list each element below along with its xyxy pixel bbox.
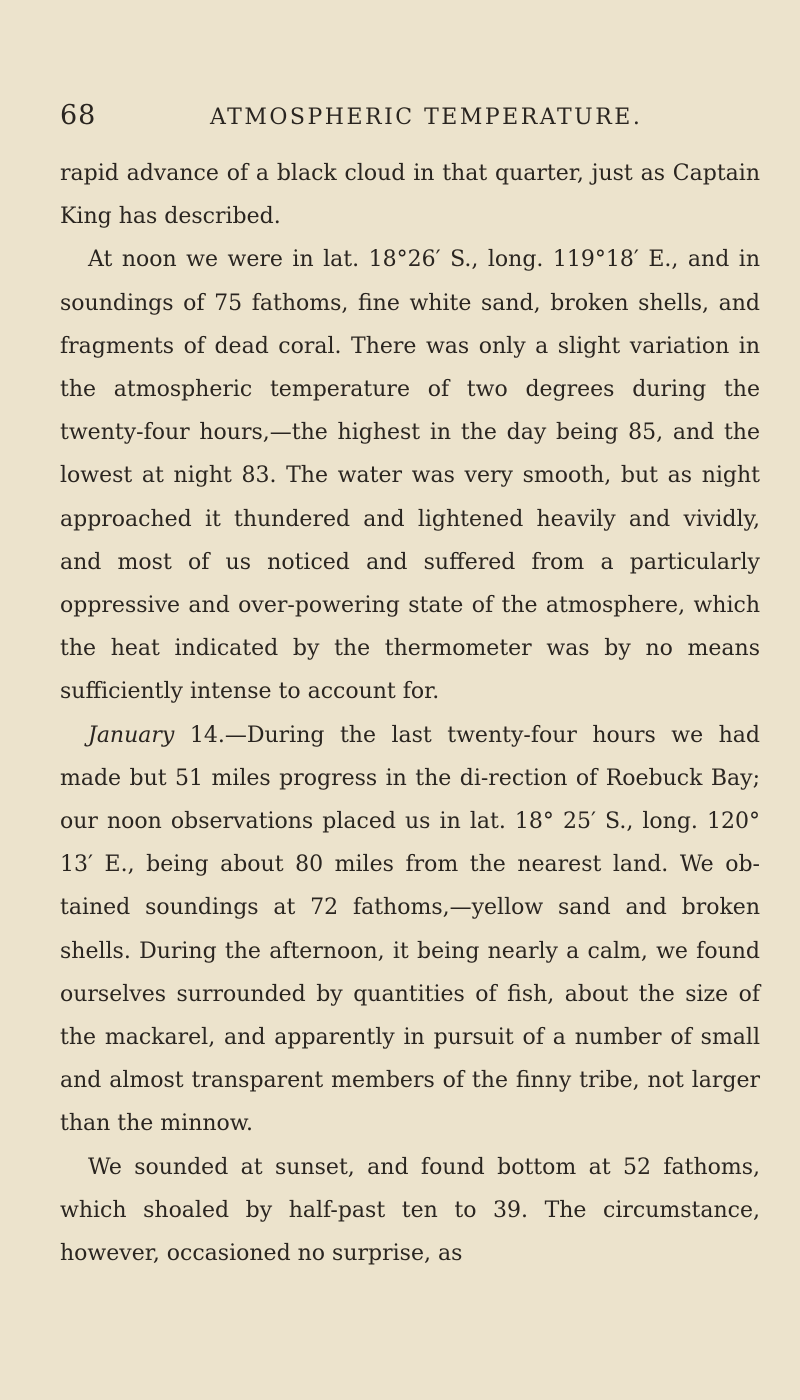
paragraph-text: 14.—During the last twenty-four hours we had made but 51 miles progress in the di-rection of Roebuck Bay; our noon observations placed us in lat. 18° 25′ S., long. 120° 13′ E., being about 80 miles from the nearest land. We ob-tained soundings at 72 fathoms,—yellow sand and broken shells. During the afternoon, it being nearly a calm, we found ourselves surrounded by quantities of fish, about the size of the mackarel, and apparently in pursuit of a number of small and almost transparent members of the finny tribe, not larger than the minnow. (60, 722, 760, 1137)
running-title: ATMOSPHERIC TEMPERATURE. (210, 105, 643, 130)
paragraph (60, 152, 760, 238)
paragraph-text: At noon we were in lat. 18°26′ S., long. 119°18′ E., and in soundings of 75 fathoms, fine white sand, broken shells, and fragments of dead coral. There was only a slight variation in the atmospheric temperature of two degrees during the twenty-four hours,—the highest in the day being 85, and the lowest at night 83. The water was very smooth, but as night approached it thundered and lightened heavily and vividly, and most of us noticed and suffered from a particularly oppressive and over-powering state of the atmosphere, which the heat indicated by the thermometer was by no means sufficiently intense to account for. (60, 247, 760, 705)
running-head (60, 100, 760, 140)
body-text (60, 152, 760, 1275)
entry-date: January (88, 722, 175, 748)
paragraph (60, 1146, 760, 1276)
page-number: 68 (60, 100, 97, 131)
paragraph (60, 238, 760, 713)
paragraph-text: We sounded at sunset, and found bottom at 52 fathoms, which shoaled by half-past ten to 39. The circumstance, however, occasioned no surprise, as (60, 1154, 760, 1267)
paragraph-text: rapid advance of a black cloud in that quarter, just as Captain King has described. (60, 161, 760, 230)
paragraph (60, 714, 760, 1146)
